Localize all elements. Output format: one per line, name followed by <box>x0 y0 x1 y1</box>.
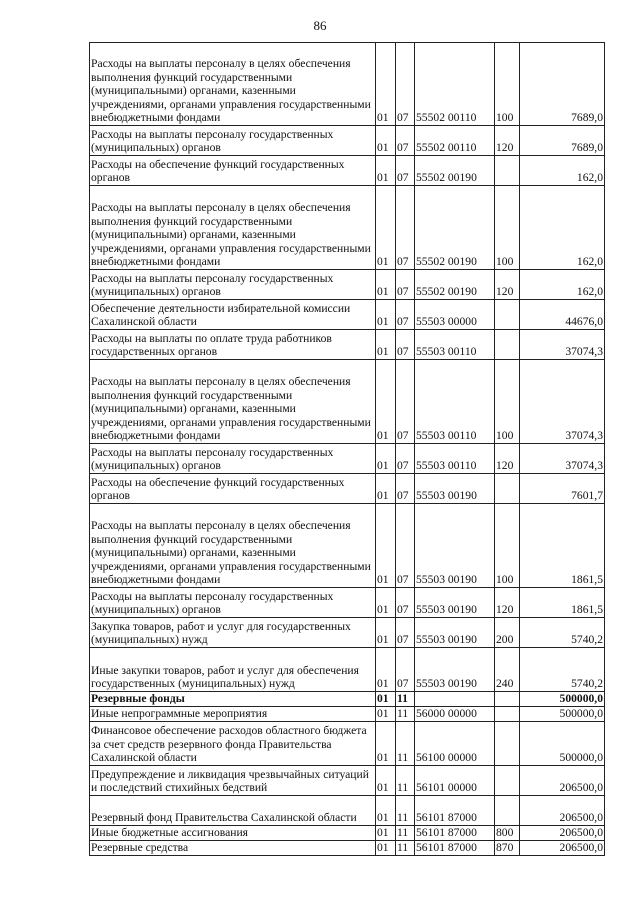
row-name: Расходы на выплаты персоналу государственных (муниципальных) органов <box>90 270 376 300</box>
row-subsection: 07 <box>396 43 415 126</box>
row-name: Закупка товаров, работ и услуг для государственных (муниципальных) нужд <box>90 618 376 648</box>
row-csr: 55502 00190 <box>415 156 495 186</box>
row-name: Расходы на выплаты персоналу в целях обеспечения выполнения функций государственными (муниципальными) органами, казенными учреждениями, органами управления государственными внебюджетными фондами <box>90 186 376 270</box>
row-sum: 7601,7 <box>520 474 605 504</box>
table-row <box>90 648 605 692</box>
row-sum: 206500,0 <box>520 796 605 826</box>
row-vr: 200 <box>495 618 520 648</box>
row-name: Иные непрограммные мероприятия <box>90 707 376 722</box>
row-name: Расходы на выплаты персоналу государственных (муниципальных) органов <box>90 588 376 618</box>
row-csr: 55503 00110 <box>415 444 495 474</box>
row-section: 01 <box>376 588 396 618</box>
table-row <box>90 43 605 126</box>
row-subsection: 07 <box>396 186 415 270</box>
row-vr <box>495 692 520 707</box>
row-vr <box>495 796 520 826</box>
row-subsection: 11 <box>396 796 415 826</box>
row-subsection: 07 <box>396 126 415 156</box>
row-name: Обеспечение деятельности избирательной комиссии Сахалинской области <box>90 300 376 330</box>
table-row <box>90 270 605 300</box>
row-section: 01 <box>376 330 396 360</box>
row-sum: 7689,0 <box>520 43 605 126</box>
table-row <box>90 722 605 766</box>
page-number: 86 <box>313 18 327 33</box>
table-row <box>90 588 605 618</box>
row-section: 01 <box>376 186 396 270</box>
row-csr: 55503 00190 <box>415 474 495 504</box>
row-name: Расходы на выплаты персоналу в целях обеспечения выполнения функций государственными (муниципальными) органами, казенными учреждениями, органами управления государственными внебюджетными фондами <box>90 504 376 588</box>
row-section: 01 <box>376 841 396 856</box>
row-csr: 56101 87000 <box>415 826 495 841</box>
table-row <box>90 126 605 156</box>
row-vr <box>495 474 520 504</box>
row-vr: 800 <box>495 826 520 841</box>
row-vr <box>495 156 520 186</box>
row-csr: 56101 87000 <box>415 841 495 856</box>
row-sum: 1861,5 <box>520 504 605 588</box>
row-csr: 55502 00110 <box>415 126 495 156</box>
row-sum: 37074,3 <box>520 330 605 360</box>
row-section: 01 <box>376 618 396 648</box>
row-sum: 162,0 <box>520 186 605 270</box>
table-row <box>90 300 605 330</box>
row-subsection: 07 <box>396 156 415 186</box>
row-vr <box>495 330 520 360</box>
row-subsection: 11 <box>396 826 415 841</box>
row-sum: 37074,3 <box>520 360 605 444</box>
row-section: 01 <box>376 766 396 796</box>
row-sum: 44676,0 <box>520 300 605 330</box>
table-row <box>90 186 605 270</box>
row-subsection: 11 <box>396 722 415 766</box>
row-csr: 55503 00110 <box>415 330 495 360</box>
row-name: Расходы на выплаты персоналу государственных (муниципальных) органов <box>90 444 376 474</box>
row-csr: 55503 00110 <box>415 360 495 444</box>
row-subsection: 07 <box>396 474 415 504</box>
row-vr <box>495 766 520 796</box>
row-section: 01 <box>376 826 396 841</box>
row-sum: 7689,0 <box>520 126 605 156</box>
row-sum: 206500,0 <box>520 826 605 841</box>
row-csr: 55502 00190 <box>415 186 495 270</box>
row-csr: 56100 00000 <box>415 722 495 766</box>
row-subsection: 07 <box>396 300 415 330</box>
row-subsection: 11 <box>396 707 415 722</box>
row-sum: 5740,2 <box>520 648 605 692</box>
row-name: Расходы на обеспечение функций государственных органов <box>90 474 376 504</box>
row-name: Резервные средства <box>90 841 376 856</box>
table-row <box>90 360 605 444</box>
budget-table <box>89 42 605 856</box>
row-subsection: 07 <box>396 588 415 618</box>
row-sum: 162,0 <box>520 270 605 300</box>
row-csr: 55503 00190 <box>415 588 495 618</box>
row-name: Расходы на обеспечение функций государственных органов <box>90 156 376 186</box>
row-subsection: 07 <box>396 270 415 300</box>
row-subsection: 07 <box>396 360 415 444</box>
row-subsection: 07 <box>396 330 415 360</box>
table-row <box>90 156 605 186</box>
row-vr <box>495 300 520 330</box>
row-csr: 55502 00110 <box>415 43 495 126</box>
row-name: Расходы на выплаты персоналу государственных (муниципальных) органов <box>90 126 376 156</box>
row-csr: 55503 00190 <box>415 504 495 588</box>
table-row <box>90 841 605 856</box>
row-subsection: 07 <box>396 444 415 474</box>
row-vr <box>495 707 520 722</box>
row-name: Предупреждение и ликвидация чрезвычайных ситуаций и последствий стихийных бедствий <box>90 766 376 796</box>
row-csr <box>415 692 495 707</box>
table-row <box>90 474 605 504</box>
row-csr: 56000 00000 <box>415 707 495 722</box>
row-name: Расходы на выплаты персоналу в целях обеспечения выполнения функций государственными (муниципальными) органами, казенными учреждениями, органами управления государственными внебюджетными фондами <box>90 43 376 126</box>
row-vr: 120 <box>495 270 520 300</box>
row-csr: 55503 00190 <box>415 618 495 648</box>
row-vr: 120 <box>495 588 520 618</box>
row-vr: 120 <box>495 126 520 156</box>
row-section: 01 <box>376 648 396 692</box>
row-name: Резервные фонды <box>90 692 376 707</box>
table-row <box>90 618 605 648</box>
row-section: 01 <box>376 722 396 766</box>
table-row <box>90 707 605 722</box>
row-csr: 55503 00190 <box>415 648 495 692</box>
table-row <box>90 766 605 796</box>
row-sum: 5740,2 <box>520 618 605 648</box>
row-vr: 240 <box>495 648 520 692</box>
row-section: 01 <box>376 504 396 588</box>
row-vr <box>495 722 520 766</box>
row-subsection: 07 <box>396 504 415 588</box>
row-section: 01 <box>376 796 396 826</box>
row-vr: 870 <box>495 841 520 856</box>
row-vr: 100 <box>495 186 520 270</box>
row-subsection: 11 <box>396 766 415 796</box>
row-sum: 500000,0 <box>520 692 605 707</box>
row-sum: 162,0 <box>520 156 605 186</box>
row-sum: 37074,3 <box>520 444 605 474</box>
row-section: 01 <box>376 692 396 707</box>
row-section: 01 <box>376 156 396 186</box>
row-csr: 55503 00000 <box>415 300 495 330</box>
row-sum: 1861,5 <box>520 588 605 618</box>
row-subsection: 07 <box>396 648 415 692</box>
row-vr: 100 <box>495 43 520 126</box>
row-sum: 500000,0 <box>520 707 605 722</box>
row-name: Расходы на выплаты персоналу в целях обеспечения выполнения функций государственными (муниципальными) органами, казенными учреждениями, органами управления государственными внебюджетными фондами <box>90 360 376 444</box>
row-section: 01 <box>376 474 396 504</box>
row-section: 01 <box>376 444 396 474</box>
row-vr: 100 <box>495 504 520 588</box>
row-name: Финансовое обеспечение расходов областного бюджета за счет средств резервного фонда Правительства Сахалинской области <box>90 722 376 766</box>
row-csr: 56101 87000 <box>415 796 495 826</box>
table-row <box>90 826 605 841</box>
row-subsection: 11 <box>396 692 415 707</box>
row-name: Иные бюджетные ассигнования <box>90 826 376 841</box>
row-section: 01 <box>376 126 396 156</box>
row-section: 01 <box>376 43 396 126</box>
row-sum: 206500,0 <box>520 766 605 796</box>
row-subsection: 11 <box>396 841 415 856</box>
row-name: Расходы на выплаты по оплате труда работников государственных органов <box>90 330 376 360</box>
row-section: 01 <box>376 707 396 722</box>
table-row <box>90 692 605 707</box>
table-row <box>90 444 605 474</box>
row-section: 01 <box>376 270 396 300</box>
row-csr: 56101 00000 <box>415 766 495 796</box>
row-sum: 206500,0 <box>520 841 605 856</box>
row-section: 01 <box>376 300 396 330</box>
row-csr: 55502 00190 <box>415 270 495 300</box>
table-row <box>90 504 605 588</box>
table-row <box>90 796 605 826</box>
row-name: Резервный фонд Правительства Сахалинской области <box>90 796 376 826</box>
table-row <box>90 330 605 360</box>
row-subsection: 07 <box>396 618 415 648</box>
row-vr: 120 <box>495 444 520 474</box>
row-section: 01 <box>376 360 396 444</box>
row-sum: 500000,0 <box>520 722 605 766</box>
row-name: Иные закупки товаров, работ и услуг для обеспечения государственных (муниципальных) нужд <box>90 648 376 692</box>
row-vr: 100 <box>495 360 520 444</box>
